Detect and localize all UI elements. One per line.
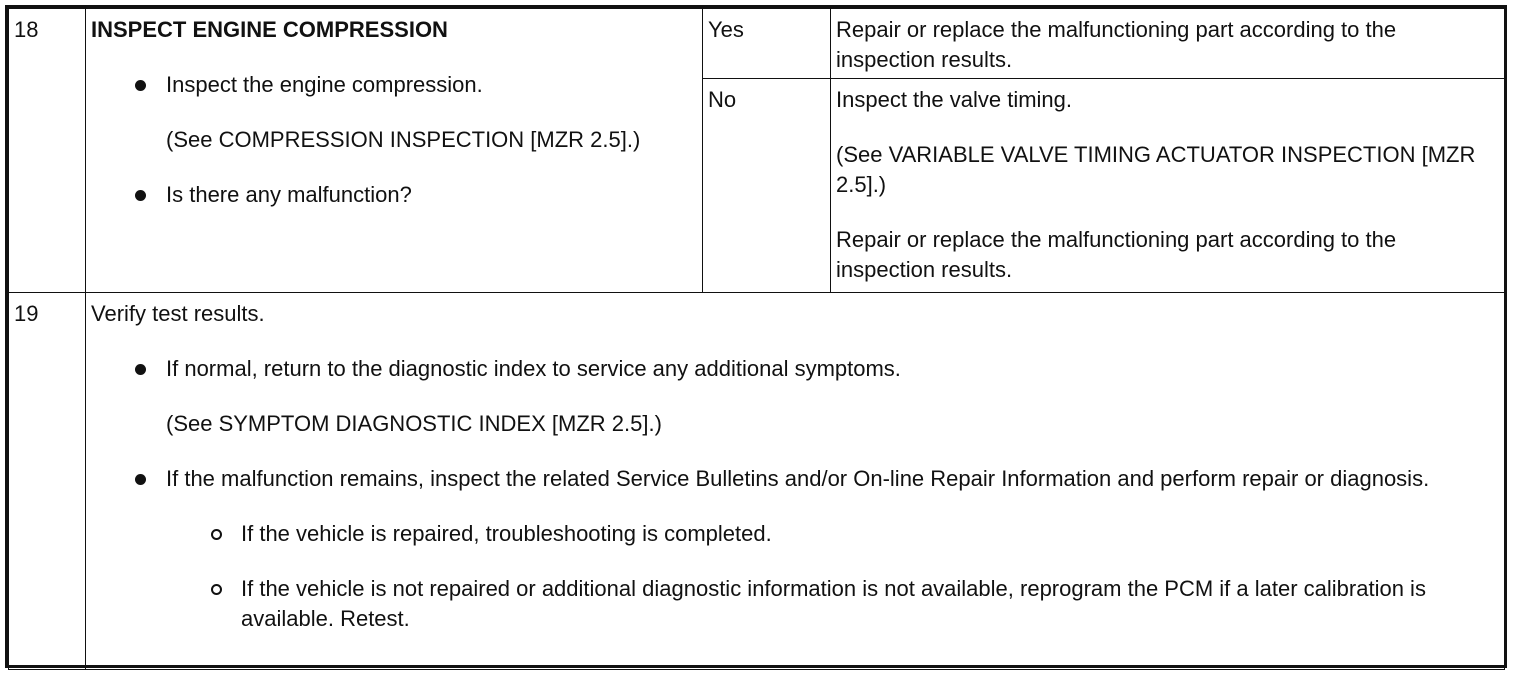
step-19-bullet-2-text: If the malfunction remains, inspect the related Service Bulletins and/or On-line Repair Information and perform repair or diagnosis. — [166, 466, 1430, 491]
step-19-number: 19 — [9, 293, 86, 670]
step-19-intro: Verify test results. — [91, 301, 265, 326]
step-18-row-yes — [9, 9, 1505, 79]
troubleshooting-table — [8, 8, 1505, 670]
step-19-bullet-2 — [91, 464, 1499, 494]
step-18-no-action-2: Repair or replace the malfunctioning part according to the inspection results. — [836, 227, 1397, 282]
bullet-dot-icon — [135, 474, 146, 485]
step-18-no-label: No — [703, 79, 831, 293]
step-18-bullet-1-text: Inspect the engine compression. — [166, 72, 483, 97]
step-19-sub-bullet-2 — [91, 574, 1499, 634]
step-19-sub-bullet-1-text: If the vehicle is repaired, troubleshooting is completed. — [241, 521, 772, 546]
step-18-description — [86, 9, 703, 293]
step-18-no-reference-link[interactable]: (See VARIABLE VALVE TIMING ACTUATOR INSPECTION [MZR 2.5].) — [836, 142, 1476, 197]
bullet-dot-icon — [135, 80, 146, 91]
bullet-dot-icon — [135, 364, 146, 375]
step-19-sub-bullet-2-text: If the vehicle is not repaired or additional diagnostic information is not available, reprogram the PCM if a later calibration is available. Retest. — [241, 576, 1426, 631]
step-18-yes-action: Repair or replace the malfunctioning part according to the inspection results. — [831, 9, 1505, 79]
bullet-dot-icon — [135, 190, 146, 201]
step-18-title: INSPECT ENGINE COMPRESSION — [91, 17, 448, 42]
step-19-row — [9, 293, 1505, 670]
step-18-number: 18 — [9, 9, 86, 293]
step-18-yes-label: Yes — [703, 9, 831, 79]
step-19-reference-link[interactable]: (See SYMPTOM DIAGNOSTIC INDEX [MZR 2.5].) — [166, 411, 662, 436]
step-18-bullet-1 — [91, 70, 697, 155]
troubleshooting-table-frame — [5, 5, 1507, 668]
step-18-bullet-2-text: Is there any malfunction? — [166, 182, 412, 207]
step-18-bullet-2 — [91, 180, 697, 210]
step-19-bullet-1 — [91, 354, 1499, 439]
step-18-reference-link[interactable]: (See COMPRESSION INSPECTION [MZR 2.5].) — [166, 127, 641, 152]
step-19-description — [86, 293, 1505, 670]
hollow-bullet-icon — [211, 529, 222, 540]
step-18-no-action — [831, 79, 1505, 293]
step-19-bullet-1-text: If normal, return to the diagnostic index to service any additional symptoms. — [166, 356, 901, 381]
step-18-no-action-1: Inspect the valve timing. — [836, 87, 1073, 112]
step-19-sub-bullet-1 — [91, 519, 1499, 549]
hollow-bullet-icon — [211, 584, 222, 595]
